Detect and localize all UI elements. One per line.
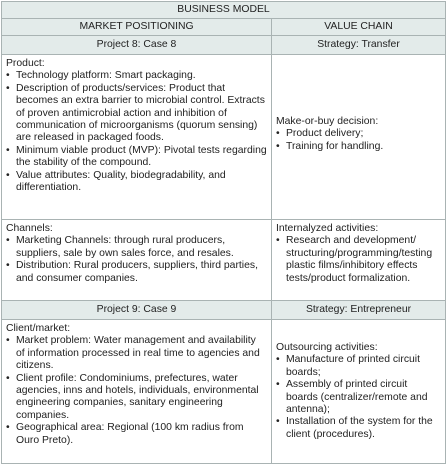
project9-strategy: Strategy: Entrepreneur (272, 301, 446, 320)
client-cell (2, 320, 272, 464)
make-or-buy-cell (272, 55, 446, 220)
channels-list (6, 235, 267, 285)
list-item: • Distribution: Rural producers, suppliers, third parties, and consumer companies. (6, 260, 267, 285)
list-item: • Marketing Channels: through rural producers, suppliers, sale by own sales force, and resales. (6, 235, 267, 260)
list-item: • Market problem: Water management and availability of information processed in real time to agencies and citizens. (6, 335, 267, 372)
product-cell (2, 55, 272, 220)
outsourcing-cell (272, 320, 446, 464)
project9-client-row (2, 320, 446, 464)
list-item: • Training for handling. (276, 141, 441, 153)
project8-channels-row (2, 220, 446, 301)
value-chain-header: VALUE CHAIN (272, 19, 446, 36)
channels-title: Channels: (6, 223, 53, 234)
list-item: • Technology platform: Smart packaging. (6, 70, 267, 82)
internalized-title: Internalyzed activities: (276, 223, 379, 234)
project8-strategy: Strategy: Transfer (272, 36, 446, 55)
internalized-list (276, 235, 441, 285)
project9-header-row (2, 301, 446, 320)
make-or-buy-list (276, 128, 441, 153)
list-item: • Description of products/services: Product that becomes an extra barrier to microbial control. Extracts of proven antimicrobial action and inhibition of communication of microorganisms (quorum sensing) are released in packaged foods. (6, 83, 267, 145)
market-positioning-header: MARKET POSITIONING (2, 19, 272, 36)
product-title: Product: (6, 58, 45, 69)
list-item: • Assembly of printed circuit boards (centralizer/remote and antenna); (276, 379, 441, 416)
outsourcing-list (276, 354, 441, 441)
client-title: Client/market: (6, 323, 71, 334)
list-item: • Installation of the system for the client (procedures). (276, 416, 441, 441)
title-row (2, 2, 446, 19)
list-item: • Geographical area: Regional (100 km radius from Ouro Preto). (6, 422, 267, 447)
project8-title: Project 8: Case 8 (2, 36, 272, 55)
table-title: BUSINESS MODEL (2, 2, 446, 19)
product-list (6, 70, 267, 194)
internalized-cell (272, 220, 446, 301)
outsourcing-title: Outsourcing activities: (276, 342, 378, 353)
make-or-buy-title: Make-or-buy decision: (276, 116, 379, 127)
project9-title: Project 9: Case 9 (2, 301, 272, 320)
client-list (6, 335, 267, 447)
column-header-row (2, 19, 446, 36)
list-item: • Manufacture of printed circuit boards; (276, 354, 441, 379)
list-item: • Value attributes: Quality, biodegradability, and differentiation. (6, 170, 267, 195)
channels-cell (2, 220, 272, 301)
list-item: • Research and development/ structuring/programming/testing plastic films/inhibitory effects tests/product formalization. (276, 235, 441, 285)
list-item: • Product delivery; (276, 128, 441, 140)
project8-product-row (2, 55, 446, 220)
business-model-table (1, 1, 446, 464)
project8-header-row (2, 36, 446, 55)
list-item: • Minimum viable product (MVP): Pivotal tests regarding the stability of the compound. (6, 145, 267, 170)
list-item: • Client profile: Condominiums, prefectures, water agencies, inns and hotels, individuals, environmental engineering companies, sanitary engineering companies. (6, 373, 267, 423)
